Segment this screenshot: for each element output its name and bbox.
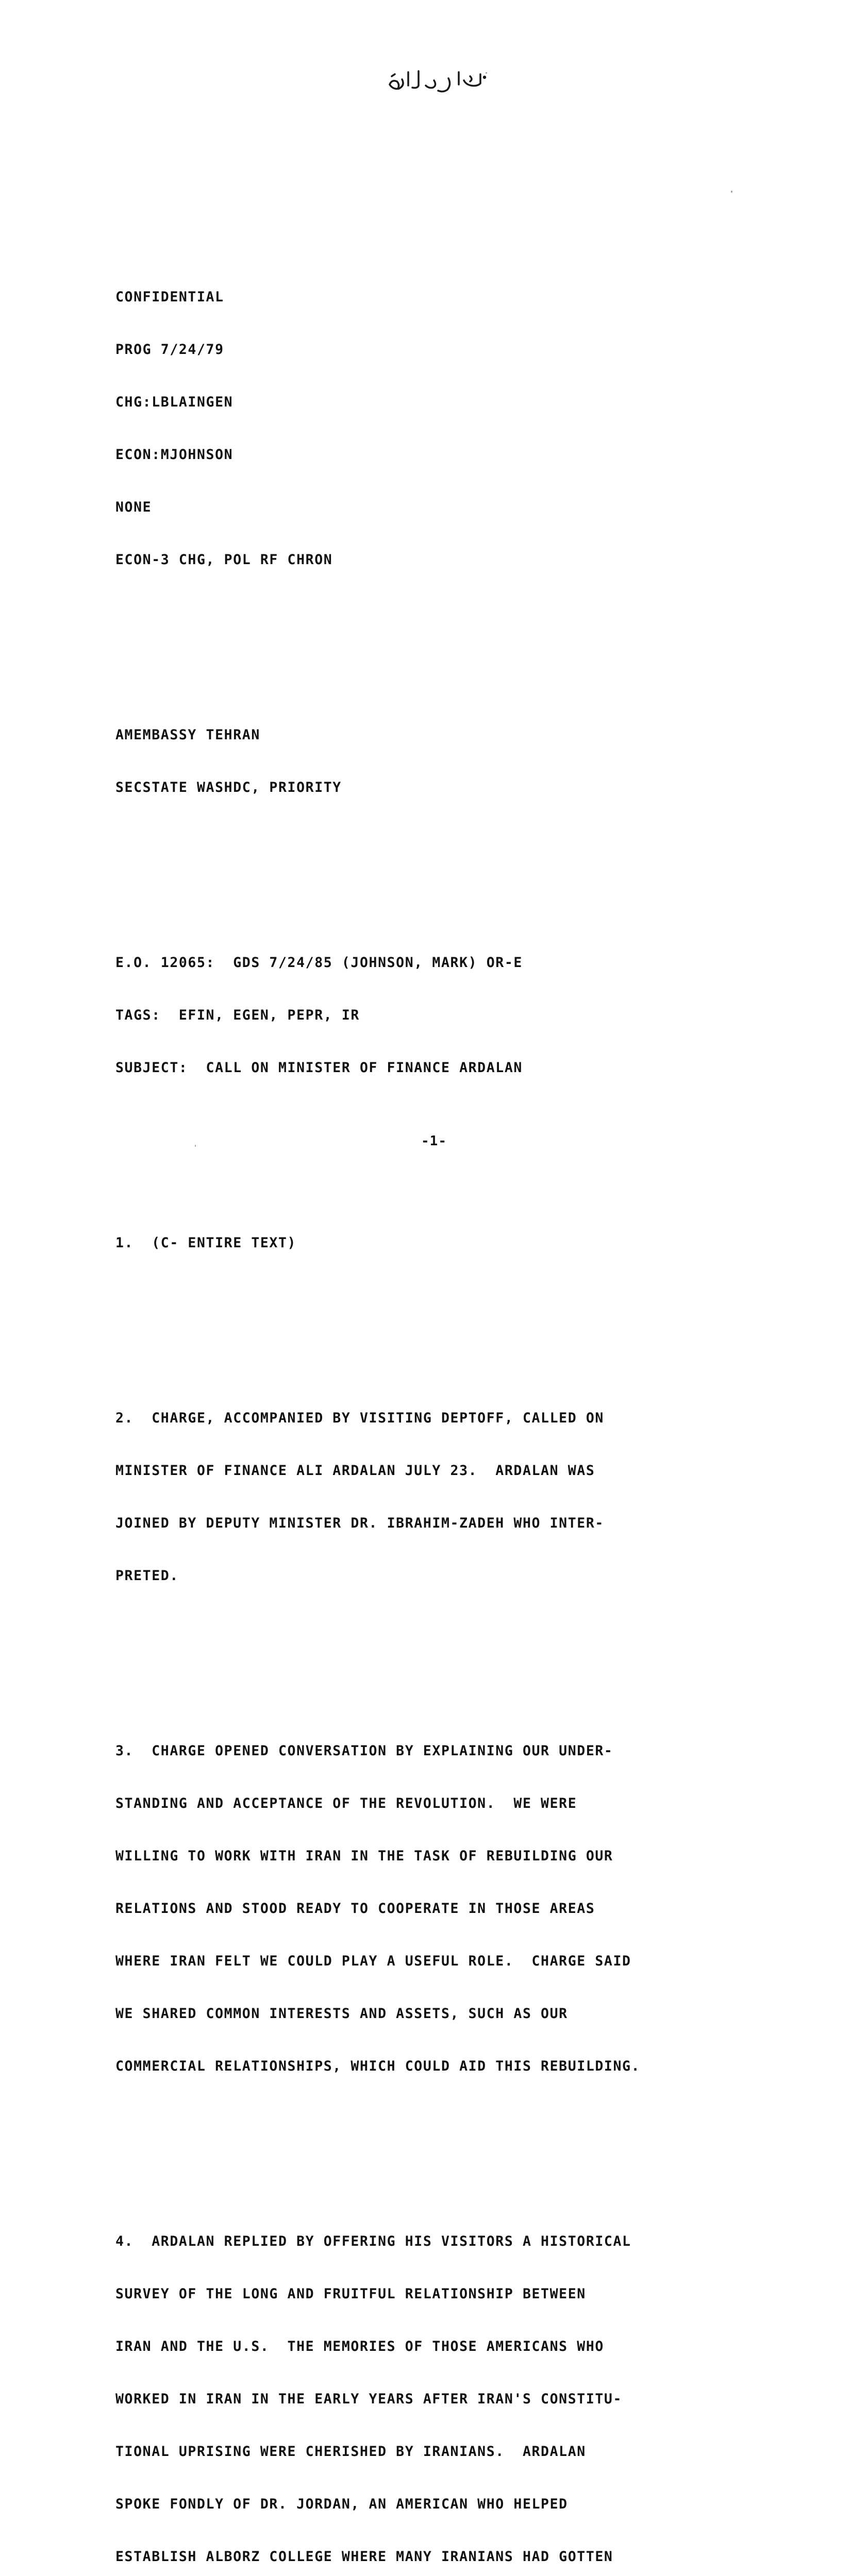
paragraph-line: WORKED IN IRAN IN THE EARLY YEARS AFTER IRAN'S CONSTITU- xyxy=(115,2391,623,2407)
prog-line: PROG 7/24/79 xyxy=(115,342,224,358)
econ-line: ECON:MJOHNSON xyxy=(115,447,233,463)
scan-speck xyxy=(486,72,487,74)
to-line: SECSTATE WASHDC, PRIORITY xyxy=(115,779,342,795)
cable-body xyxy=(115,218,765,2576)
scan-speck xyxy=(731,191,732,193)
classification-line: CONFIDENTIAL xyxy=(115,289,224,305)
paragraph-line: COMMERCIAL RELATIONSHIPS, WHICH COULD AID THIS REBUILDING. xyxy=(115,2058,641,2074)
meta-block xyxy=(115,919,765,1112)
chg-line: CHG:LBLAINGEN xyxy=(115,394,233,410)
paragraph-4 xyxy=(115,2198,765,2576)
paragraph-line: ESTABLISH ALBORZ COLLEGE WHERE MANY IRANIANS HAD GOTTEN xyxy=(115,2549,613,2565)
none-line: NONE xyxy=(115,499,152,515)
paragraph-line: SPOKE FONDLY OF DR. JORDAN, AN AMERICAN WHO HELPED xyxy=(115,2496,568,2512)
paragraph-line: 1. (C- ENTIRE TEXT) xyxy=(115,1235,297,1251)
paragraph-line: IRAN AND THE U.S. THE MEMORIES OF THOSE AMERICANS WHO xyxy=(115,2338,604,2354)
paragraph-line: RELATIONS AND STOOD READY TO COOPERATE IN THOSE AREAS xyxy=(115,1901,595,1917)
paragraph-line: TIONAL UPRISING WERE CHERISHED BY IRANIANS. ARDALAN xyxy=(115,2444,586,2460)
from-line: AMEMBASSY TEHRAN xyxy=(115,727,260,743)
paragraph-line: WE SHARED COMMON INTERESTS AND ASSETS, SUCH AS OUR xyxy=(115,2006,568,2022)
paragraph-3 xyxy=(115,1707,765,2110)
address-block xyxy=(115,691,765,832)
paragraph-1 xyxy=(115,1199,765,1287)
header-block xyxy=(115,253,765,604)
paragraph-line: 4. ARDALAN REPLIED BY OFFERING HIS VISITORS A HISTORICAL xyxy=(115,2233,631,2249)
eo-line: E.O. 12065: GDS 7/24/85 (JOHNSON, MARK) OR-E xyxy=(115,955,523,971)
paragraph-line: SURVEY OF THE LONG AND FRUITFUL RELATIONSHIP BETWEEN xyxy=(115,2286,586,2302)
paragraph-line: WILLING TO WORK WITH IRAN IN THE TASK OF REBUILDING OUR xyxy=(115,1848,613,1864)
scan-speck xyxy=(195,1145,196,1147)
subject-line: SUBJECT: CALL ON MINISTER OF FINANCE ARDALAN xyxy=(115,1060,523,1076)
paragraph-2 xyxy=(115,1375,765,1620)
handwritten-annotation xyxy=(361,57,495,103)
page-number: -1- xyxy=(421,1133,447,1149)
paragraph-line: STANDING AND ACCEPTANCE OF THE REVOLUTION. WE WERE xyxy=(115,1795,577,1811)
paragraph-line: 3. CHARGE OPENED CONVERSATION BY EXPLAINING OUR UNDER- xyxy=(115,1743,613,1759)
paragraph-line: JOINED BY DEPUTY MINISTER DR. IBRAHIM-ZADEH WHO INTER- xyxy=(115,1515,604,1531)
distribution-line: ECON-3 CHG, POL RF CHRON xyxy=(115,552,333,568)
paragraph-line: 2. CHARGE, ACCOMPANIED BY VISITING DEPTOFF, CALLED ON xyxy=(115,1410,604,1426)
tags-line: TAGS: EFIN, EGEN, PEPR, IR xyxy=(115,1007,360,1023)
paragraph-line: PRETED. xyxy=(115,1568,179,1584)
paragraph-line: WHERE IRAN FELT WE COULD PLAY A USEFUL ROLE. CHARGE SAID xyxy=(115,1953,631,1969)
paragraph-line: MINISTER OF FINANCE ALI ARDALAN JULY 23. ARDALAN WAS xyxy=(115,1463,595,1479)
